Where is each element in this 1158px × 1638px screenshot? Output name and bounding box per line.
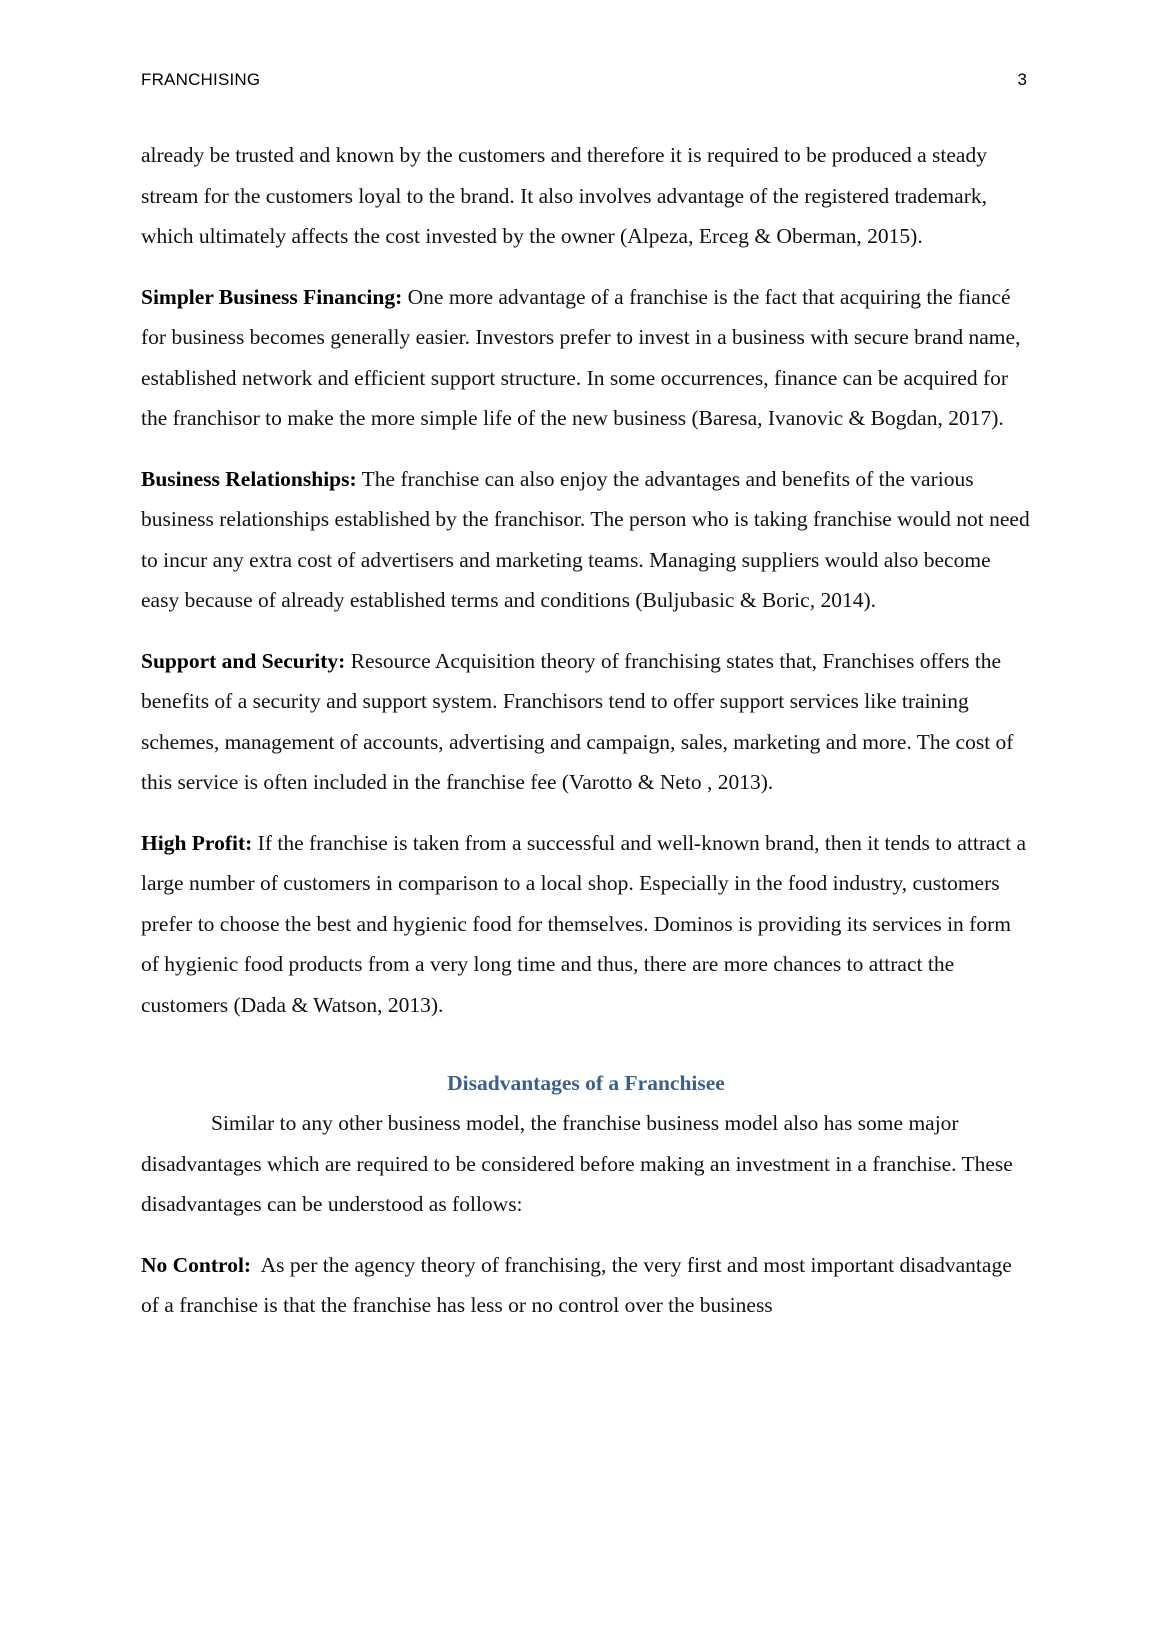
paragraph-text: As per the agency theory of franchising, the very first and most important disadvantage of a franchise is that the franchise has less or no control over the business	[141, 1252, 1018, 1317]
paragraph-high-profit	[141, 823, 1031, 1026]
paragraph-lead: No Control:	[141, 1252, 252, 1277]
paragraph-lead: Simpler Business Financing:	[141, 284, 403, 309]
paragraph-text: already be trusted and known by the customers and therefore it is required to be produced a steady stream for the customers loyal to the brand. It also involves advantage of the registered trademark, which ultimately affects the cost invested by the owner (Alpeza, Erceg & Oberman, 2015).	[141, 143, 987, 248]
paragraph-lead: Business Relationships:	[141, 466, 357, 491]
paragraph-lead: High Profit:	[141, 830, 253, 855]
paragraph-business-relationships	[141, 459, 1031, 621]
paragraph-text: One more advantage of a franchise is the fact that acquiring the fiancé for business becomes generally easier. Investors prefer to invest in a business with secure brand name, established network and efficient support structure. In some occurrences, finance can be acquired for the franchisor to make the more simple life of the new business (Baresa, Ivanovic & Bogdan, 2017).	[141, 284, 1021, 430]
paragraph-trademark	[141, 135, 1031, 257]
paragraph-no-control	[141, 1245, 1031, 1326]
paragraph-support-and-security	[141, 641, 1031, 803]
paragraph-text: Resource Acquisition theory of franchising states that, Franchises offers the benefits of a security and support system. Franchisors tend to offer support services like training schemes, management of accounts, advertising and campaign, sales, marketing and more. The cost of this service is often included in the franchise fee (Varotto & Neto , 2013).	[141, 648, 1014, 794]
paragraph-lead: Support and Security:	[141, 648, 346, 673]
paragraph-text: The franchise can also enjoy the advantages and benefits of the various business relationships established by the franchisor. The person who is taking franchise would not need to incur any extra cost of advertisers and marketing teams. Managing suppliers would also become easy because of already established terms and conditions (Buljubasic & Boric, 2014).	[141, 466, 1030, 612]
document-body	[141, 135, 1031, 1346]
paragraph-text: If the franchise is taken from a successful and well-known brand, then it tends to attract a large number of customers in comparison to a local shop. Especially in the food industry, customers prefer to choose the best and hygienic food for themselves. Dominos is providing its services in form of hygienic food products from a very long time and thus, there are more chances to attract the customers (Dada & Watson, 2013).	[141, 830, 1027, 1017]
page-number: 3	[1017, 70, 1027, 89]
section-heading: Disadvantages of a Franchisee	[447, 1071, 725, 1095]
section-intro: Similar to any other business model, the franchise business model also has some major disadvantages which are required to be considered before making an investment in a franchise. These disadvantages can be understood as follows:	[141, 1111, 1013, 1216]
running-header-title: FRANCHISING	[141, 70, 261, 89]
paragraph-simpler-business-financing	[141, 277, 1031, 439]
